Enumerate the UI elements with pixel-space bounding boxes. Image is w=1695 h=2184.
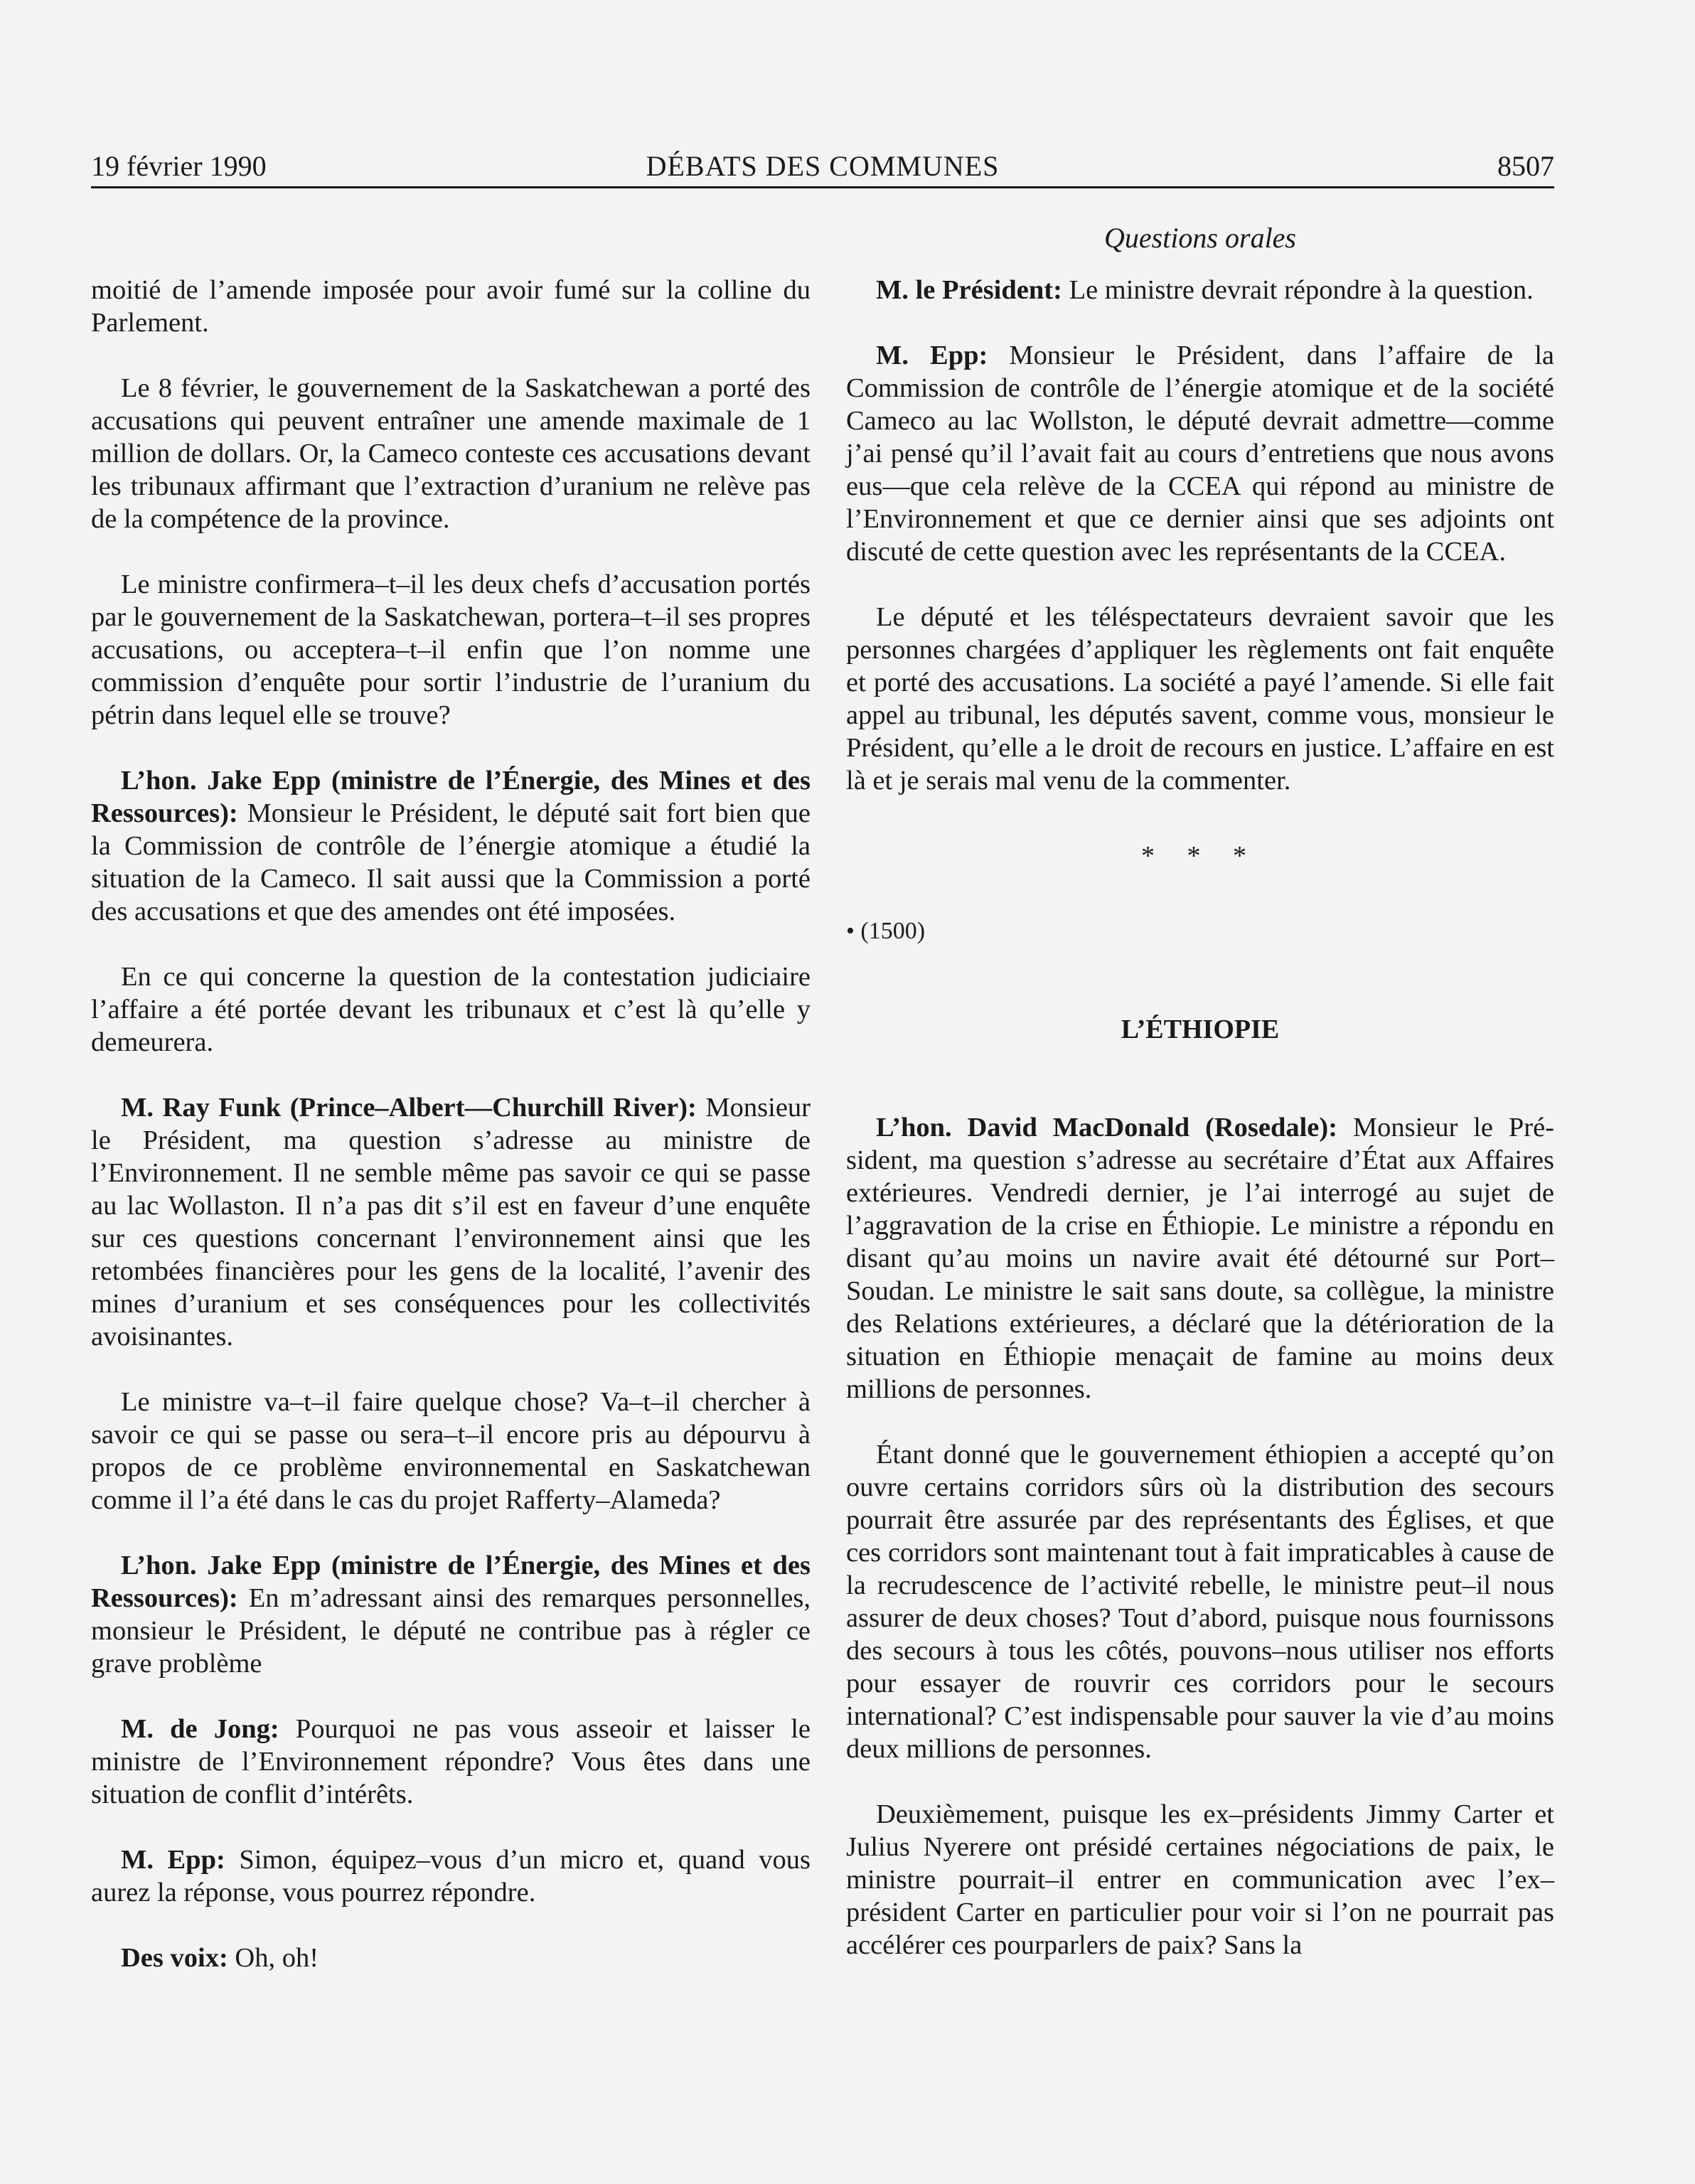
paragraph: [91, 764, 811, 928]
speaker-name: M. le Président:: [876, 275, 1062, 305]
speaker-name: M. Ray Funk (Prince–Albert—Churchill River):: [121, 1093, 697, 1123]
paragraph: Le ministre va–t–il faire quelque chose? Va–t–il chercher à savoir ce qui se passe ou sera–t–il encore pris au dépourvu à propos de ce problème environnemental en Saskatchewan comme il l’a été dans le cas du projet Rafferty–Alameda?: [91, 1387, 811, 1515]
paragraph: [846, 339, 1554, 568]
speech-text: Le ministre devrait répondre à la question.: [1062, 275, 1534, 305]
speaker-name: Des voix:: [121, 1943, 228, 1973]
speaker-name: M. Epp:: [876, 341, 988, 370]
paragraph: [91, 1843, 811, 1909]
paragraph: [91, 1549, 811, 1680]
paragraph: [91, 1713, 811, 1811]
header-rule: [91, 186, 1554, 188]
time-marker: • (1500): [846, 918, 926, 944]
paragraph: [846, 1111, 1554, 1406]
section-label: Questions orales: [1104, 222, 1296, 254]
speaker-name: L’hon. Jake Epp (ministre de l’Énergie, des Mines et des Ressources):: [91, 1551, 811, 1613]
paragraph: Le ministre confirmera–t–il les deux chefs d’accusation portés par le gouvernement de la Saskatchewan, portera–t–il ses propres accusations, ou acceptera–t–il enfin que l’on nomme une commission d’enquête pour sortir l’industrie de l’uranium du pétrin dans lequel elle se trouve?: [91, 569, 811, 730]
header-title: DÉBATS DES COMMUNES: [646, 150, 1000, 182]
topic-heading: L’ÉTHIOPIE: [1121, 1015, 1280, 1044]
speech-text: Monsieur le Président, le député sait fort bien que la Commission de contrôle de l’énergie atomique a étudié la situation de la Cameco. Il sait aussi que la Commission a porté des accusations et que des amendes ont été imposées.: [91, 798, 811, 926]
page-header: [91, 146, 1554, 186]
paragraph: Le député et les téléspectateurs devraient savoir que les personnes chargées d’appliquer les règlements ont fait enquête et porté des accusations. La société a payé l’amende. Si elle fait appel au tribunal, les députés savent, comme vous, monsieur le Président, qu’elle a le droit de recours en justice. L’affaire en est là et je serais mal venu de la commenter.: [846, 602, 1554, 796]
paragraph: En ce qui concerne la question de la contestation judiciaire l’affaire a été portée devant les tribunaux et c’est là qu’elle y demeurera.: [91, 962, 811, 1057]
paragraph: [846, 274, 1554, 306]
paragraph: Le 8 février, le gouvernement de la Saskatchewan a porté des accusations qui peuvent entraîner une amende maximale de 1 million de dollars. Or, la Cameco conteste ces accusations devant les tribunaux affirmant que l’extraction d’uranium ne relève pas de la compétence de la province.: [91, 373, 811, 534]
paragraph: Deuxièmement, puisque les ex–présidents Jimmy Carter et Julius Nyerere ont présidé certaines négociations de paix, le ministre pourrait–il entrer en communication avec l’ex–président Carter en particulier pour voir si l’on ne pourrait pas accélérer ces pourparlers de paix? Sans la: [846, 1799, 1554, 1960]
speech-text: Pourquoi ne pas vous asseoir et laisser le ministre de l’Environnement répondre? Vous êtes dans une situation de conflit d’intérêts.: [91, 1714, 811, 1809]
speech-text: Monsieur le Président, ma question s’adresse au secrétaire d’État aux Affaires extérieures. Vendredi dernier, je l’ai interrogé au sujet de l’aggravation de la crise en Éthiopie. Le ministre a répondu en disant qu’au moins un navire avait été détourné sur Port–Soudan. Le ministre le sait sans doute, sa collègue, la ministre des Relations extérieures, a déclaré que la détérioration de la situation en Éthiopie menaçait de famine au moins deux millions de personnes.: [846, 1113, 1554, 1404]
speech-text: Monsieur le Président, dans l’affaire de la Commission de contrôle de l’énergie atomique et de la société Cameco au lac Wollston, le député devrait admettre—comme j’ai pensé qu’il l’avait fait au cours d’entretiens que nous avons eus—que cela relève de la CCEA qui répond au ministre de l’Environnement et que ce dernier ainsi que ses adjoints ont discuté de cette question avec les représentants de la CCEA.: [846, 341, 1554, 567]
paragraph: [91, 1942, 811, 1974]
speaker-name: M. Epp:: [121, 1845, 225, 1875]
speech-text: Oh, oh!: [228, 1943, 319, 1973]
speaker-name: M. de Jong:: [121, 1714, 279, 1744]
speaker-name: L’hon. Jake Epp (ministre de l’Énergie, des Mines et des Ressources):: [91, 766, 811, 828]
page-number: 8507: [1497, 150, 1554, 182]
speech-text: Simon, équipez–vous d’un micro et, quand vous aurez la réponse, vous pourrez répondre.: [91, 1845, 811, 1907]
right-column: [846, 274, 1554, 1961]
speech-text: Monsieur le Président, ma question s’adresse au ministre de l’Environnement. Il ne semble même pas savoir ce qui se passe au lac Wollaston. Il n’a pas dit s’il est en faveur d’une enquête sur ces questions concernant l’environnement ainsi que les retombées financières pour les gens de la localité, l’avenir des mines d’uranium et ses conséquences pour les collectivités avoisinantes.: [91, 1093, 811, 1351]
paragraph: [91, 1091, 811, 1353]
paragraph: moitié de l’amende imposée pour avoir fumé sur la colline du Parlement.: [91, 275, 811, 338]
header-date: 19 février 1990: [91, 150, 267, 182]
speaker-name: L’hon. David MacDonald (Rosedale):: [876, 1113, 1338, 1142]
paragraph: Étant donné que le gouvernement éthiopien a accepté qu’on ouvre certains corridors sûrs où la distribution des secours pourrait être assurée par des représentants des Églises, et que ces corridors sont maintenant tout à fait impraticables à cause de la recrudescence de l’activité rebelle, le ministre peut–il nous assurer de deux choses? Tout d’abord, puisque nous fournissons des secours à tous les côtés, pouvons–nous utiliser nos efforts pour essayer de rouvrir ces corridors pour le secours international? C’est indispensable pour sauver la vie d’au moins deux millions de personnes.: [846, 1440, 1554, 1764]
section-separator: * * *: [1141, 841, 1259, 871]
left-column: [91, 274, 811, 1974]
speech-text: En m’adressant ainsi des remarques personnelles, monsieur le Président, le député ne contribue pas à régler ce grave problème: [91, 1583, 811, 1679]
